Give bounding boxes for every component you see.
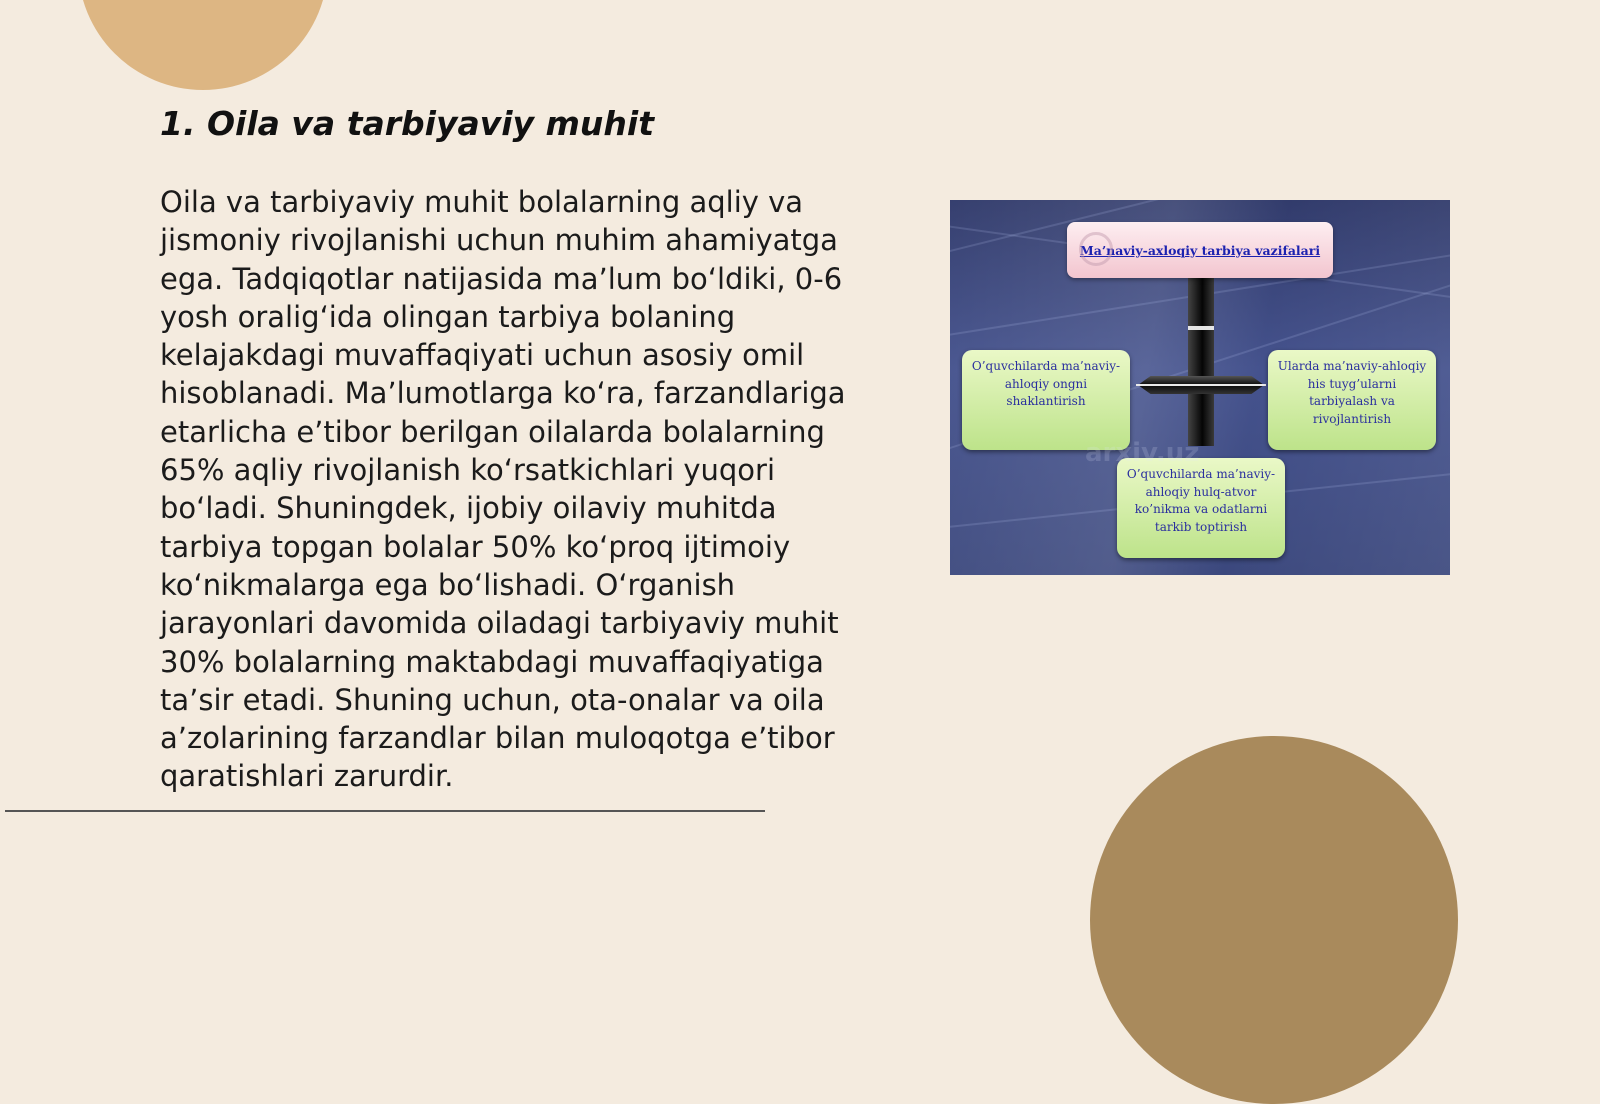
diagram-title: Ma’naviy-axloqiy tarbiya vazifalari xyxy=(1079,242,1321,258)
diagram-box-left xyxy=(962,350,1130,450)
watermark: arxiv.uz xyxy=(1085,438,1200,468)
diagram-image xyxy=(950,200,1450,575)
diagram-box-right xyxy=(1268,350,1436,450)
diagram-box-right-text: Ularda ma’naviy-ahloqiy his tuyg’ularni tarbiyalash va rivojlantirish xyxy=(1277,359,1427,426)
connector-highlight xyxy=(1188,326,1214,330)
decorative-circle-bottom xyxy=(1090,736,1458,1104)
divider-line xyxy=(5,810,765,812)
connector-highlight xyxy=(1136,384,1266,386)
diagram-box-left-text: O’quvchilarda ma’naviy- ahloqiy ongni shaklantirish xyxy=(971,359,1121,408)
diagram-box-bottom xyxy=(1117,458,1285,558)
magnifier-icon xyxy=(1079,232,1113,266)
connector-vertical xyxy=(1188,278,1214,446)
slide-title: 1. Oila va tarbiyaviy muhit xyxy=(160,104,655,143)
diagram-box-bottom-text: O’quvchilarda ma’naviy- ahloqiy hulq-atvor ko’nikma va odatlarni tarkib toptirish xyxy=(1126,467,1276,534)
slide-paragraph: Oila va tarbiyaviy muhit bolalarning aqliy va jismoniy rivojlanishi uchun muhim ahamiyatga ega. Tadqiqotlar natijasida ma’lum bo‘ldiki, 0-6 yosh oralig‘ida olingan tarbiya bolaning kelajakdagi muvaffaqiyati uchun asosiy omil hisoblanadi. Ma’lumotlarga ko‘ra, farzandlariga etarlicha e’tibor berilgan oilalarda bolalarning 65% aqliy rivojlanish ko‘rsatkichlari yuqori bo‘ladi. Shuningdek, ijobiy oilaviy muhitda tarbiya topgan bolalar 50% ko‘proq ijtimoiy ko‘nikmalarga ega bo‘lishadi. O‘rganish jarayonlari davomida oiladagi tarbiyaviy muhit 30% bolalarning maktabdagi muvaffaqiyatiga ta’sir etadi. Shuning uchun, ota-onalar va oila a’zolarining farzandlar bilan muloqotga e’tibor qaratishlari zarurdir. xyxy=(160,185,846,794)
decorative-circle-top xyxy=(78,0,328,90)
diagram-title-box xyxy=(1067,222,1333,278)
